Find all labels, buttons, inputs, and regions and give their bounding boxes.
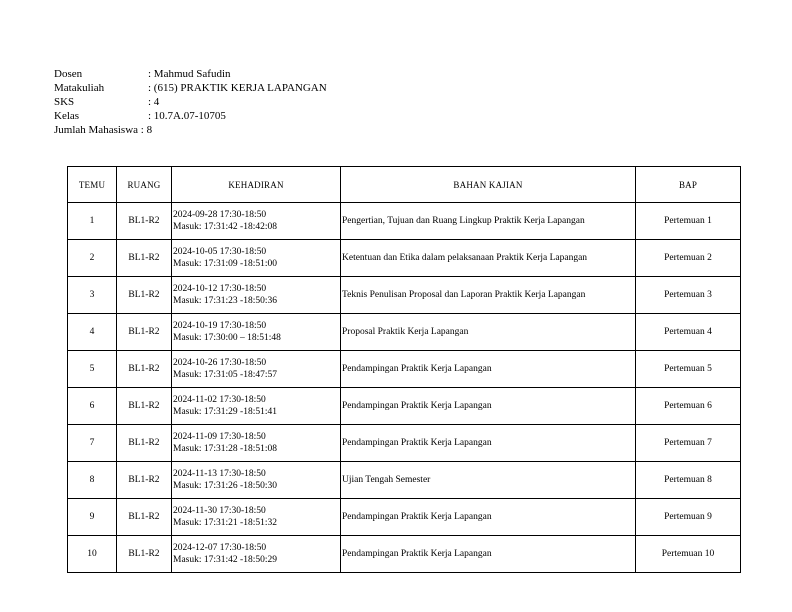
cell-ruang: BL1-R2 (117, 388, 172, 425)
cell-kehadiran (172, 351, 341, 388)
table-row (68, 388, 741, 425)
cell-bahan-kajian: Pendampingan Praktik Kerja Lapangan (341, 536, 636, 573)
cell-temu: 1 (68, 203, 117, 240)
kelas-label: Kelas (54, 110, 80, 122)
masuk-text: Masuk: 17:31:28 -18:51:08 (173, 444, 277, 454)
cell-kehadiran (172, 277, 341, 314)
dosen-value: : Mahmud Safudin (148, 68, 231, 80)
cell-bap: Pertemuan 6 (636, 388, 741, 425)
cell-kehadiran (172, 388, 341, 425)
jadwal-text: 2024-10-19 17:30-18:50 (173, 321, 267, 331)
cell-bap: Pertemuan 2 (636, 240, 741, 277)
cell-temu: 5 (68, 351, 117, 388)
cell-kehadiran (172, 314, 341, 351)
table-row (68, 240, 741, 277)
course-info (54, 67, 327, 137)
cell-temu: 6 (68, 388, 117, 425)
cell-ruang: BL1-R2 (117, 499, 172, 536)
jadwal-text: 2024-10-26 17:30-18:50 (173, 358, 267, 368)
table-body (68, 203, 741, 573)
cell-bap: Pertemuan 3 (636, 277, 741, 314)
cell-kehadiran (172, 425, 341, 462)
jadwal-text: 2024-10-05 17:30-18:50 (173, 247, 267, 257)
header-ruang: RUANG (117, 167, 172, 203)
cell-bahan-kajian: Ujian Tengah Semester (341, 462, 636, 499)
cell-temu: 3 (68, 277, 117, 314)
table-row (68, 499, 741, 536)
header-bahan-kajian: BAHAN KAJIAN (341, 167, 636, 203)
jumlah-row (54, 123, 327, 137)
table-row (68, 314, 741, 351)
header-bap: BAP (636, 167, 741, 203)
masuk-text: Masuk: 17:31:26 -18:50:30 (173, 481, 277, 491)
table-row (68, 351, 741, 388)
jumlah-label: Jumlah Mahasiswa (54, 124, 139, 136)
kelas-value: : 10.7A.07-10705 (148, 110, 226, 122)
cell-bap: Pertemuan 7 (636, 425, 741, 462)
cell-bahan-kajian: Pendampingan Praktik Kerja Lapangan (341, 425, 636, 462)
dosen-row (54, 67, 327, 81)
jadwal-text: 2024-09-28 17:30-18:50 (173, 210, 267, 220)
cell-temu: 8 (68, 462, 117, 499)
cell-ruang: BL1-R2 (117, 203, 172, 240)
table-row (68, 425, 741, 462)
cell-temu: 7 (68, 425, 117, 462)
table-row (68, 203, 741, 240)
kelas-row (54, 109, 327, 123)
cell-ruang: BL1-R2 (117, 351, 172, 388)
cell-kehadiran (172, 536, 341, 573)
table-header-row (68, 167, 741, 203)
sks-value: : 4 (148, 96, 160, 108)
cell-bap: Pertemuan 9 (636, 499, 741, 536)
masuk-text: Masuk: 17:31:42 -18:42:08 (173, 222, 277, 232)
jadwal-text: 2024-10-12 17:30-18:50 (173, 284, 267, 294)
cell-bahan-kajian: Pendampingan Praktik Kerja Lapangan (341, 499, 636, 536)
cell-temu: 9 (68, 499, 117, 536)
cell-ruang: BL1-R2 (117, 314, 172, 351)
cell-ruang: BL1-R2 (117, 240, 172, 277)
cell-bahan-kajian: Pendampingan Praktik Kerja Lapangan (341, 351, 636, 388)
cell-kehadiran (172, 499, 341, 536)
masuk-text: Masuk: 17:31:09 -18:51:00 (173, 259, 277, 269)
attendance-table (67, 166, 741, 573)
dosen-label: Dosen (54, 68, 83, 80)
cell-ruang: BL1-R2 (117, 277, 172, 314)
table-row (68, 462, 741, 499)
masuk-text: Masuk: 17:31:05 -18:47:57 (173, 370, 277, 380)
masuk-text: Masuk: 17:31:42 -18:50:29 (173, 555, 277, 565)
sks-label: SKS (54, 96, 75, 108)
cell-kehadiran (172, 203, 341, 240)
cell-bap: Pertemuan 4 (636, 314, 741, 351)
jadwal-text: 2024-11-30 17:30-18:50 (173, 506, 266, 516)
cell-ruang: BL1-R2 (117, 425, 172, 462)
masuk-text: Masuk: 17:31:29 -18:51:41 (173, 407, 277, 417)
cell-bahan-kajian: Pengertian, Tujuan dan Ruang Lingkup Praktik Kerja Lapangan (341, 203, 636, 240)
masuk-text: Masuk: 17:30:00 – 18:51:48 (173, 333, 281, 343)
cell-bap: Pertemuan 5 (636, 351, 741, 388)
table-row (68, 536, 741, 573)
table-row (68, 277, 741, 314)
header-kehadiran: KEHADIRAN (172, 167, 341, 203)
cell-kehadiran (172, 462, 341, 499)
matakuliah-value: : (615) PRAKTIK KERJA LAPANGAN (148, 82, 327, 94)
cell-bahan-kajian: Pendampingan Praktik Kerja Lapangan (341, 388, 636, 425)
cell-bap: Pertemuan 10 (636, 536, 741, 573)
cell-temu: 4 (68, 314, 117, 351)
jadwal-text: 2024-11-02 17:30-18:50 (173, 395, 266, 405)
matakuliah-label: Matakuliah (54, 82, 105, 94)
jadwal-text: 2024-11-09 17:30-18:50 (173, 432, 266, 442)
cell-ruang: BL1-R2 (117, 536, 172, 573)
cell-temu: 10 (68, 536, 117, 573)
masuk-text: Masuk: 17:31:23 -18:50:36 (173, 296, 277, 306)
sks-row (54, 95, 327, 109)
cell-ruang: BL1-R2 (117, 462, 172, 499)
cell-bahan-kajian: Ketentuan dan Etika dalam pelaksanaan Praktik Kerja Lapangan (341, 240, 636, 277)
cell-kehadiran (172, 240, 341, 277)
cell-bap: Pertemuan 8 (636, 462, 741, 499)
cell-bahan-kajian: Teknis Penulisan Proposal dan Laporan Praktik Kerja Lapangan (341, 277, 636, 314)
header-temu: TEMU (68, 167, 117, 203)
masuk-text: Masuk: 17:31:21 -18:51:32 (173, 518, 277, 528)
matakuliah-row (54, 81, 327, 95)
cell-bahan-kajian: Proposal Praktik Kerja Lapangan (341, 314, 636, 351)
cell-temu: 2 (68, 240, 117, 277)
cell-bap: Pertemuan 1 (636, 203, 741, 240)
jadwal-text: 2024-11-13 17:30-18:50 (173, 469, 266, 479)
jadwal-text: 2024-12-07 17:30-18:50 (173, 543, 267, 553)
jumlah-value: : 8 (140, 124, 153, 136)
